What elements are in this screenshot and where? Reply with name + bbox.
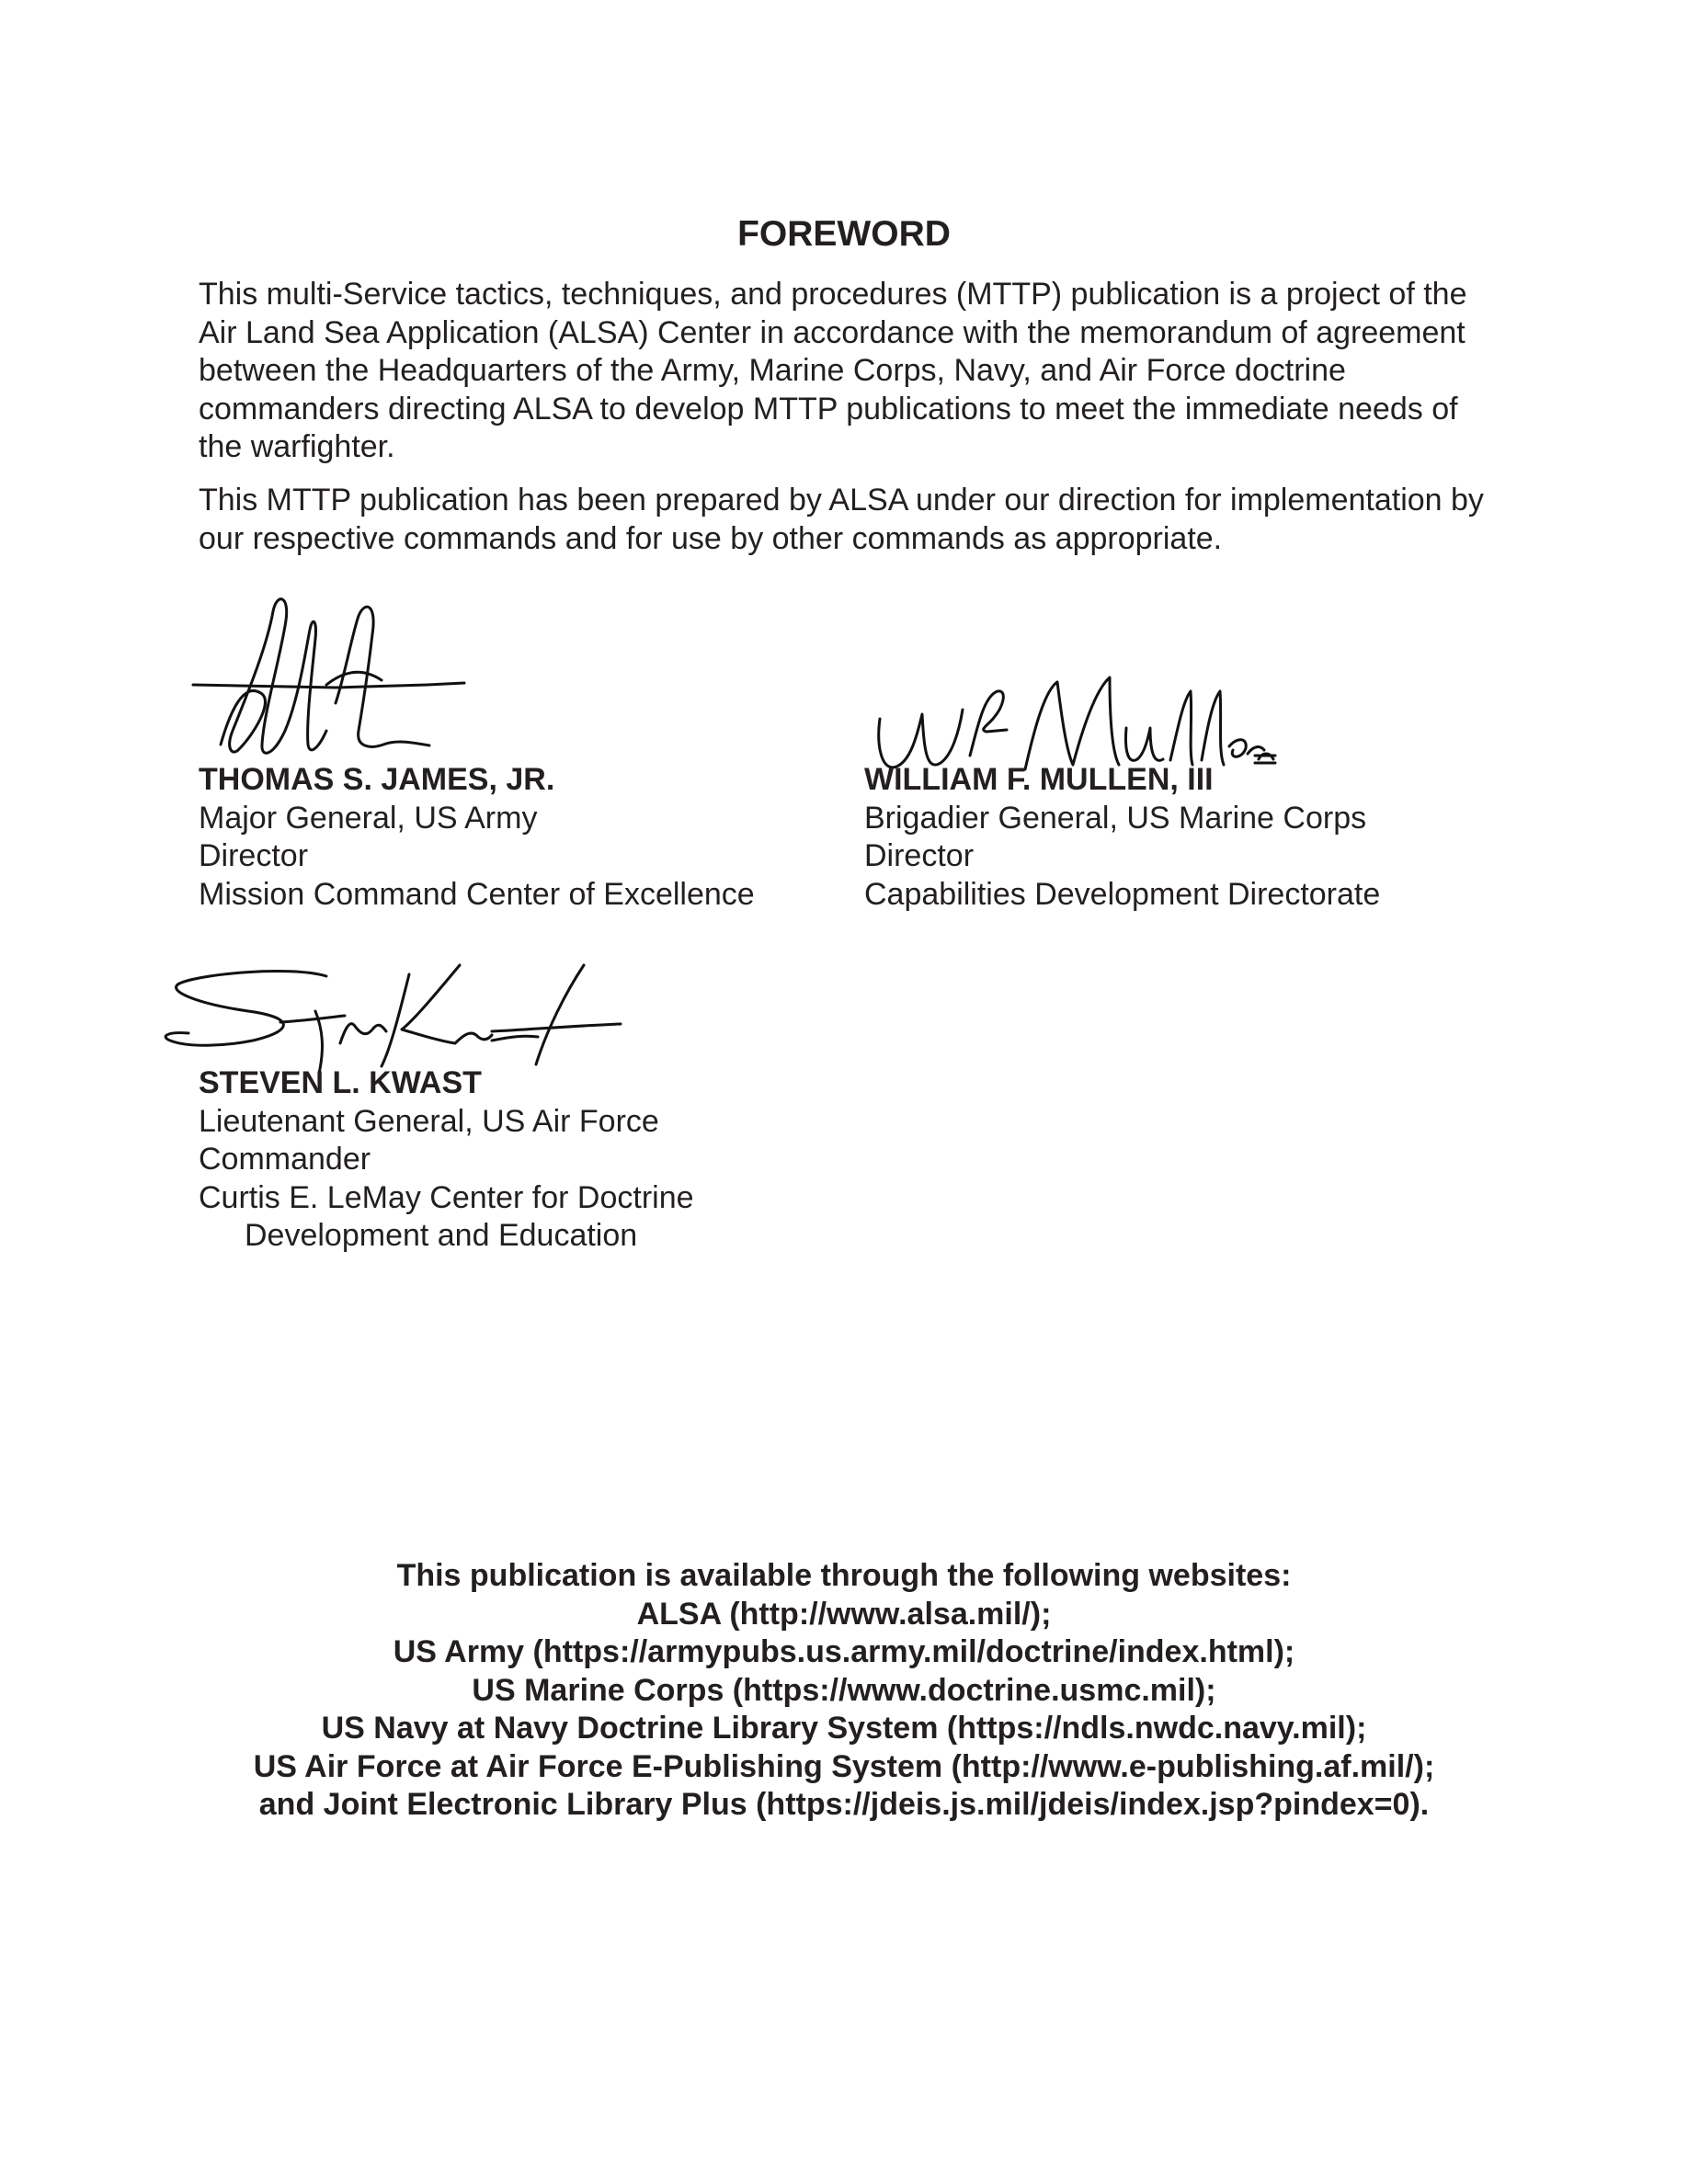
availability-notice <box>0 1557 1688 1825</box>
signatory-rank: Brigadier General, US Marine Corps <box>864 800 1367 836</box>
signatory-rank: Lieutenant General, US Air Force <box>199 1103 659 1139</box>
foreword-paragraph-1: This multi-Service tactics, techniques, and procedures (MTTP) publication is a project of the Air Land Sea Application (ALSA) Center in accordance with the memorandum of agreement between the Headquarters of the Army, Marine Corps, Navy, and Air Force doctrine commanders directing ALSA to develop MTTP publications to meet the immediate needs of the warfighter. <box>199 277 1467 464</box>
page-title: FOREWORD <box>737 214 951 254</box>
signature-james-icon <box>188 593 556 781</box>
signatory-organization: Mission Command Center of Excellence <box>199 876 755 912</box>
signatory-name: THOMAS S. JAMES, JR. <box>199 762 555 797</box>
signatory-name: WILLIAM F. MULLEN, III <box>864 762 1214 797</box>
signatory-position: Director <box>864 838 975 873</box>
signatory-organization: Capabilities Development Directorate <box>864 876 1381 912</box>
signatory-kwast <box>199 1064 694 1256</box>
availability-heading: This publication is available through the following websites: <box>396 1558 1292 1593</box>
foreword-paragraph-2: This MTTP publication has been prepared by ALSA under our direction for implementation by our respective commands and for use by other commands as appropriate. <box>199 483 1484 556</box>
website-marine-corps: US Marine Corps (https://www.doctrine.usmc.mil); <box>472 1672 1216 1708</box>
signatory-organization: Curtis E. LeMay Center for Doctrine <box>199 1179 694 1215</box>
website-air-force: US Air Force at Air Force E-Publishing System (http://www.e-publishing.af.mil/); <box>253 1748 1435 1784</box>
signatory-rank: Major General, US Army <box>199 800 538 836</box>
signatory-mullen <box>864 761 1380 914</box>
signatory-name: STEVEN L. KWAST <box>199 1065 482 1100</box>
website-joint-library: and Joint Electronic Library Plus (https://jdeis.js.mil/jdeis/index.jsp?pindex=0). <box>258 1787 1430 1822</box>
website-navy: US Navy at Navy Doctrine Library System (https://ndls.nwdc.navy.mil); <box>321 1711 1367 1746</box>
signatory-organization-line2: Development and Education <box>245 1218 638 1253</box>
website-army: US Army (https://armypubs.us.army.mil/doctrine/index.html); <box>393 1634 1295 1669</box>
signatory-james <box>199 761 755 914</box>
signatory-position: Director <box>199 838 309 873</box>
signatory-position: Commander <box>199 1142 371 1177</box>
website-alsa: ALSA (http://www.alsa.mil/); <box>636 1596 1052 1632</box>
